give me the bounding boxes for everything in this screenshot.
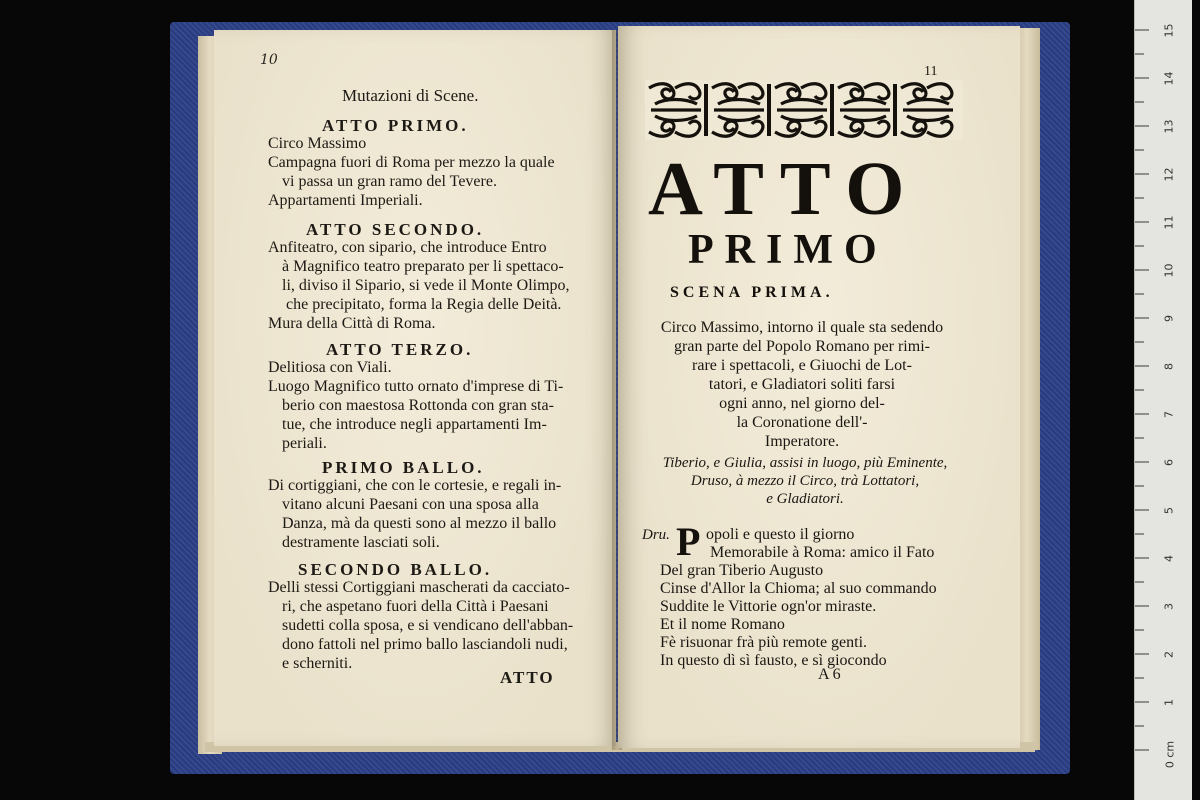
list-item: e Gladiatori.: [766, 491, 844, 507]
scene-setting: [632, 318, 972, 451]
list-item: berio con maestosa Rottonda con gran sta-: [282, 397, 554, 414]
ruler-label: 14: [1162, 71, 1176, 86]
list-item: che precipitato, forma la Regia delle Deità.: [286, 296, 562, 313]
page-number-left: 10: [260, 52, 278, 68]
verse-line: opoli e questo il giorno: [706, 526, 855, 543]
list-item: dono fattoli nel primo ballo lasciandoli nudi,: [282, 636, 568, 653]
list-item: Druso, à mezzo il Circo, trà Lottatori,: [690, 473, 920, 489]
ruler-label: 9: [1162, 315, 1176, 322]
act-title-atto: ATTO: [648, 147, 921, 231]
catchword-left: ATTO: [500, 668, 555, 687]
woodcut-ornament-band: [645, 80, 963, 140]
ruler-label: 6: [1162, 459, 1176, 466]
list-item: li, diviso il Sipario, si vede il Monte Olimpo,: [282, 277, 570, 294]
list-item: ri, che aspetano fuori della Città i Paesani: [282, 598, 549, 615]
list-item: Imperatore.: [764, 433, 840, 450]
list-item: Circo Massimo: [268, 135, 367, 152]
list-item: destramente lasciati soli.: [282, 534, 440, 551]
list-item: gran parte del Popolo Romano per rimi-: [674, 338, 930, 355]
act-one-title: ATTO PRIMO.: [322, 116, 469, 135]
verse-line: Suddite le Vittorie ogn'or miraste.: [660, 598, 877, 615]
drop-cap: P: [676, 519, 701, 564]
ruler-label: 12: [1162, 167, 1176, 182]
ruler-label: 15: [1162, 23, 1176, 38]
left-page: [214, 30, 616, 746]
list-item: la Coronatione dell'-: [736, 414, 868, 431]
list-item: Di cortiggiani, che con le cortesie, e regali in-: [268, 477, 562, 494]
second-dance-title: SECONDO BALLO.: [298, 560, 493, 579]
list-item: Tiberio, e Giulia, assisi in luogo, più Eminente,: [662, 455, 948, 471]
list-item: Campagna fuori di Roma per mezzo la quale: [268, 154, 555, 171]
scene-title: SCENA PRIMA.: [670, 284, 834, 301]
list-item: Appartamenti Imperiali.: [268, 192, 423, 209]
ruler-label: 0 cm: [1163, 740, 1177, 769]
ruler-label: 1: [1162, 699, 1176, 706]
verse-line: Cinse d'Allor la Chioma; al suo commando: [660, 580, 937, 597]
act-three-title: ATTO TERZO.: [326, 340, 474, 359]
list-item: tatori, e Gladiatori soliti farsi: [708, 376, 896, 393]
ruler-label: 3: [1162, 603, 1176, 610]
list-item: Mura della Città di Roma.: [268, 315, 436, 332]
verse-line: Del gran Tiberio Augusto: [660, 562, 824, 579]
ruler-label: 10: [1162, 263, 1176, 278]
scene-changes-heading: Mutazioni di Scene.: [342, 86, 479, 105]
first-dance-list: [268, 476, 561, 552]
list-item: periali.: [282, 435, 327, 452]
signature-mark: A 6: [818, 666, 841, 683]
list-item: vitano alcuni Paesani con una sposa alla: [282, 496, 539, 513]
verse-line: In questo dì sì fausto, e sì giocondo: [660, 652, 887, 669]
verse-line: Et il nome Romano: [660, 616, 785, 633]
measuring-ruler: [1134, 0, 1192, 800]
act-three-list: [268, 358, 563, 453]
list-item: rare i spettacoli, e Giuochi de Lot-: [692, 357, 912, 374]
list-item: Anfiteatro, con sipario, che introduce Entro: [268, 239, 547, 256]
ruler-label: 2: [1162, 651, 1176, 658]
list-item: Delli stessi Cortiggiani mascherati da cacciato-: [268, 579, 570, 596]
list-item: e scherniti.: [282, 655, 353, 672]
second-dance-list: [268, 578, 573, 673]
list-item: Luogo Magnifico tutto ornato d'imprese di Ti-: [268, 378, 564, 395]
page-number-right: 11: [924, 64, 938, 79]
act-one-list: [268, 134, 555, 210]
act-title-primo: PRIMO: [688, 227, 888, 273]
list-item: Danza, mà da questi sono al mezzo il ballo: [282, 515, 557, 532]
act-two-list: [268, 238, 570, 333]
ruler-label: 5: [1162, 507, 1176, 514]
verse-block: [660, 562, 937, 670]
list-item: ogni anno, nel giorno del-: [719, 395, 885, 412]
ruler-label: 13: [1162, 119, 1176, 134]
list-item: tue, che introduce negli appartamenti Im-: [282, 416, 547, 433]
ruler-label: 11: [1162, 215, 1176, 230]
characters-on-stage: [632, 454, 978, 508]
list-item: vi passa un gran ramo del Tevere.: [282, 173, 497, 190]
list-item: sudetti colla sposa, e si vendicano dell'abban-: [282, 617, 574, 634]
list-item: Delitiosa con Viali.: [268, 359, 392, 376]
speaker-label: Dru.: [642, 527, 670, 543]
first-dance-title: PRIMO BALLO.: [322, 458, 485, 477]
verse-line: Fè risuonar frà più remote genti.: [660, 634, 868, 651]
ruler-label: 8: [1162, 363, 1176, 370]
list-item: Circo Massimo, intorno il quale sta sedendo: [660, 319, 944, 336]
verse-line: Memorabile à Roma: amico il Fato: [710, 544, 935, 561]
act-two-title: ATTO SECONDO.: [306, 220, 485, 239]
list-item: à Magnifico teatro preparato per li spettaco-: [282, 258, 564, 275]
ruler-label: 7: [1162, 411, 1176, 418]
ruler-label: 4: [1162, 555, 1176, 562]
